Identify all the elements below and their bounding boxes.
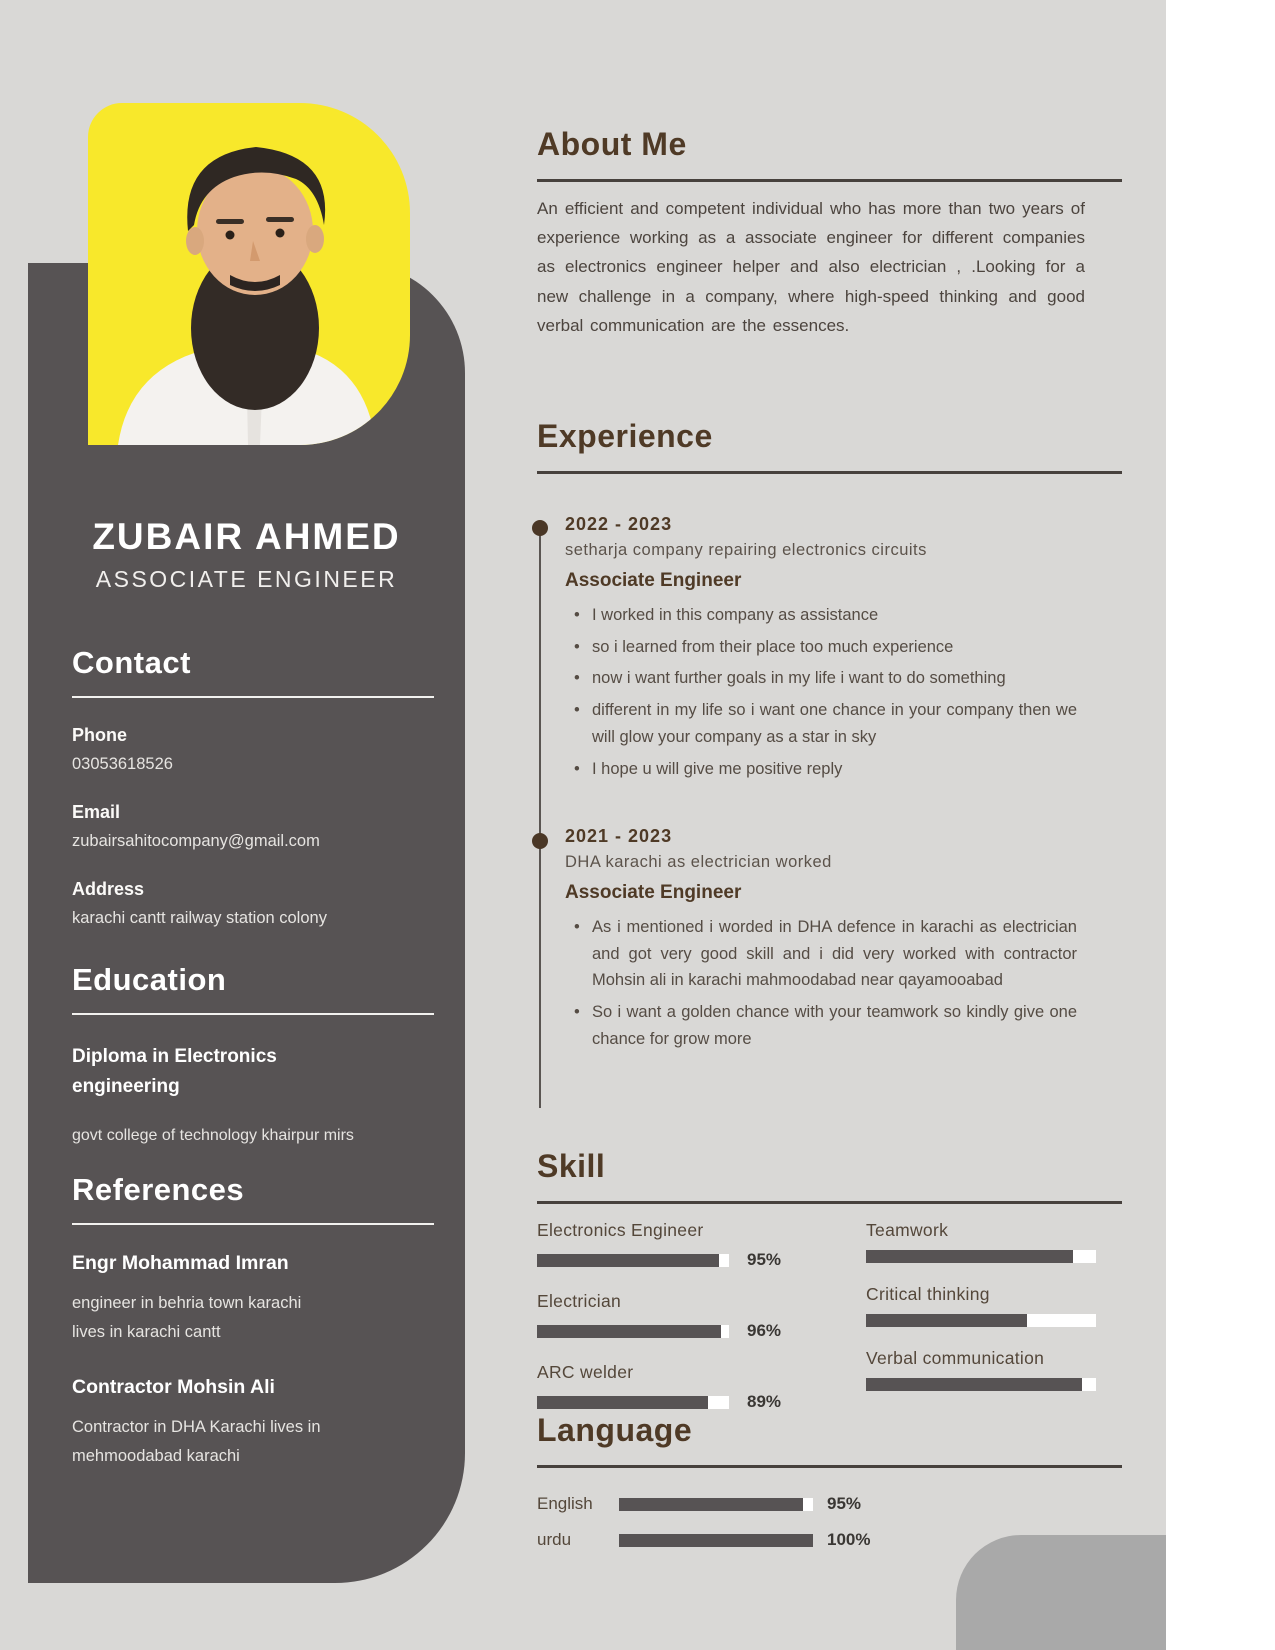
experience-heading: Experience: [537, 418, 713, 454]
skill-item: [866, 1284, 1096, 1327]
section-divider: [72, 696, 434, 698]
language-percent: 100%: [827, 1530, 871, 1549]
education-degree: Diploma in Electronics engineering: [72, 1046, 277, 1098]
language-label: urdu: [537, 1530, 572, 1549]
language-bar-fill: [619, 1534, 813, 1547]
skill-item: [537, 1362, 837, 1412]
education-heading: Education: [72, 962, 227, 997]
experience-bullet-list: [565, 602, 1077, 782]
reference-name: Engr Mohammad Imran: [72, 1252, 289, 1274]
language-bar-track: [619, 1534, 813, 1547]
experience-bullet: • So i want a golden chance with your teamwork so kindly give one chance for grow more: [565, 999, 1077, 1052]
experience-section: [537, 418, 1122, 474]
contact-item-email: [72, 802, 434, 854]
section-divider: [537, 471, 1122, 474]
about-section: [537, 126, 1122, 340]
skill-label: Critical thinking: [866, 1284, 990, 1304]
experience-company: setharja company repairing electronics circuits: [565, 541, 927, 559]
references-heading: References: [72, 1172, 245, 1207]
contact-item-address: [72, 879, 434, 931]
section-divider: [72, 1223, 434, 1225]
skill-bar-track: [537, 1254, 729, 1267]
skill-bar-track: [866, 1314, 1096, 1327]
section-divider: [537, 1465, 1122, 1468]
address-label: Address: [72, 878, 145, 899]
language-bar-track: [619, 1498, 813, 1511]
skill-bar-fill: [537, 1254, 719, 1267]
experience-bullet-list: [565, 914, 1077, 1053]
profile-photo: [88, 103, 410, 445]
skill-section: [537, 1148, 1122, 1204]
skill-item: [866, 1348, 1096, 1391]
email-value: zubairsahitocompany@gmail.com: [72, 831, 320, 850]
address-value: karachi cantt railway station colony: [72, 908, 327, 927]
person-name: ZUBAIR AHMED: [92, 516, 401, 557]
skill-percent: 96%: [747, 1321, 782, 1340]
experience-entry: [565, 514, 1077, 787]
contact-section: [72, 645, 434, 955]
experience-bullet: • As i mentioned i worded in DHA defence in karachi as electrician and got very good skill and i did very worked with contractor Mohsin ali in karachi mahmoodabad near qayamooabad: [565, 914, 1077, 994]
contact-heading: Contact: [72, 645, 191, 680]
reference-entry: [72, 1252, 434, 1348]
skill-bar-fill: [537, 1325, 721, 1338]
about-text: An efficient and competent individual who has more than two years of experience working as a associate engineer for different companies as electronics engineer helper and also electrician , .Looking for a new challenge in a company, where high-speed thinking and good verbal communication are the essences.: [537, 199, 1085, 335]
experience-bullet: • I hope u will give me positive reply: [565, 756, 1077, 783]
language-percent: 95%: [827, 1494, 862, 1513]
skill-bar-fill: [537, 1396, 708, 1409]
phone-label: Phone: [72, 725, 128, 745]
skill-heading: Skill: [537, 1148, 606, 1184]
skill-percent: 95%: [747, 1250, 782, 1269]
skill-bar-track: [866, 1378, 1096, 1391]
reference-details: engineer in behria town karachi lives in karachi cantt: [72, 1294, 302, 1342]
timeline-dot-icon: [532, 833, 548, 849]
contact-item-phone: [72, 725, 434, 777]
reference-entry: [72, 1376, 434, 1472]
experience-entry: [565, 826, 1077, 1058]
section-divider: [537, 1201, 1122, 1204]
skill-bar-fill: [866, 1378, 1082, 1391]
corner-decoration: [956, 1535, 1166, 1650]
skill-bar-track: [537, 1325, 729, 1338]
timeline-dot-icon: [532, 520, 548, 536]
section-divider: [72, 1013, 434, 1015]
skill-label: ARC welder: [537, 1362, 634, 1382]
skills-column-left: [537, 1220, 837, 1433]
timeline-line: [539, 528, 541, 1108]
section-divider: [537, 179, 1122, 182]
experience-company: DHA karachi as electrician worked: [565, 853, 832, 871]
skill-label: Electronics Engineer: [537, 1220, 704, 1240]
references-section: [72, 1172, 434, 1499]
language-bar-fill: [619, 1498, 803, 1511]
language-row: [537, 1494, 1122, 1514]
skill-bar-track: [537, 1396, 729, 1409]
skill-item: [537, 1220, 837, 1270]
skill-label: Verbal communication: [866, 1348, 1045, 1368]
reference-details: Contractor in DHA Karachi lives in mehmoodabad karachi: [72, 1417, 321, 1466]
experience-role: Associate Engineer: [565, 570, 742, 591]
experience-role: Associate Engineer: [565, 882, 742, 903]
skill-bar-fill: [866, 1250, 1073, 1263]
person-title: ASSOCIATE ENGINEER: [95, 566, 398, 592]
reference-name: Contractor Mohsin Ali: [72, 1375, 275, 1398]
skill-item: [537, 1291, 837, 1341]
language-heading: Language: [537, 1412, 693, 1448]
skill-item: [866, 1220, 1096, 1263]
phone-value: 03053618526: [72, 755, 173, 773]
education-section: [72, 962, 434, 1145]
skill-bar-track: [866, 1250, 1096, 1263]
education-school: govt college of technology khairpur mirs: [72, 1126, 354, 1144]
experience-period: 2022 - 2023: [565, 514, 673, 534]
experience-bullet: • different in my life so i want one chance in your company then we will glow your company as a star in sky: [565, 697, 1077, 750]
experience-bullet: • now i want further goals in my life i want to do something: [565, 665, 1077, 692]
experience-bullet: • I worked in this company as assistance: [565, 602, 1077, 629]
skill-percent: 89%: [747, 1392, 782, 1411]
skill-label: Teamwork: [866, 1220, 949, 1240]
skill-label: Electrician: [537, 1291, 622, 1311]
skills-column-right: [866, 1220, 1096, 1412]
language-label: English: [537, 1494, 593, 1513]
email-label: Email: [72, 801, 121, 822]
skill-bar-fill: [866, 1314, 1027, 1327]
avatar-illustration: [88, 103, 410, 445]
experience-period: 2021 - 2023: [565, 826, 673, 846]
about-heading: About Me: [537, 126, 687, 162]
experience-bullet: • so i learned from their place too much experience: [565, 634, 1077, 661]
